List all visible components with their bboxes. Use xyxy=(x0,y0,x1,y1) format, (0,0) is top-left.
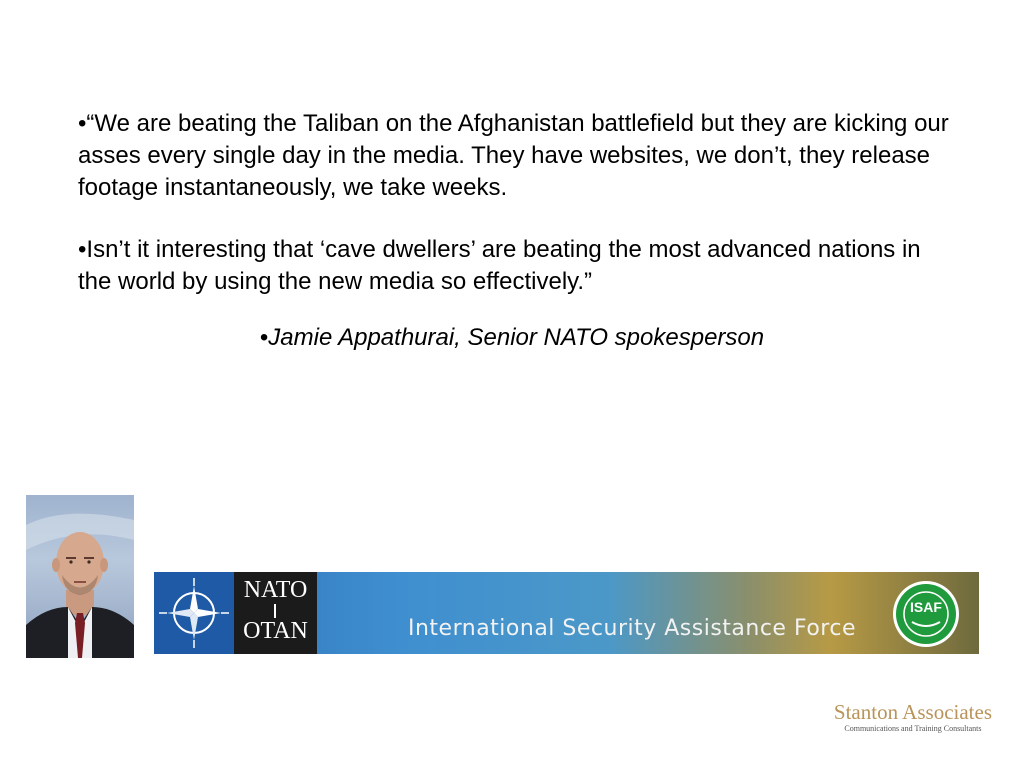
otan-label: OTAN xyxy=(243,618,308,644)
banner-title: International Security Assistance Force xyxy=(408,616,856,641)
quote-attribution xyxy=(0,322,1024,354)
isaf-badge-icon xyxy=(892,580,960,648)
stanton-associates-logo xyxy=(834,700,992,734)
isaf-banner xyxy=(154,572,979,654)
attribution-bullet: • xyxy=(259,324,269,351)
company-tagline: Communications and Training Consultants xyxy=(844,724,982,733)
isaf-badge-label: ISAF xyxy=(910,599,942,615)
quote-paragraph-1: •“We are beating the Taliban on the Afghanistan battlefield but they are kicking our asses every single day in the media. They have websites, we don’t, they release footage instantaneously, we take weeks. xyxy=(78,110,949,201)
nato-divider xyxy=(274,604,276,618)
company-name: Stanton Associates xyxy=(833,700,992,724)
nato-star-icon xyxy=(154,572,234,654)
nato-label: NATO xyxy=(243,577,308,603)
attribution-text: Jamie Appathurai, Senior NATO spokesperson xyxy=(268,324,765,351)
nato-otan-logo xyxy=(234,572,317,654)
quote-block xyxy=(78,108,958,298)
spokesperson-photo xyxy=(26,495,134,658)
quote-paragraph-2: •Isn’t it interesting that ‘cave dwellers’ are beating the most advanced nations in the world by using the new media so effectively.” xyxy=(78,236,921,295)
